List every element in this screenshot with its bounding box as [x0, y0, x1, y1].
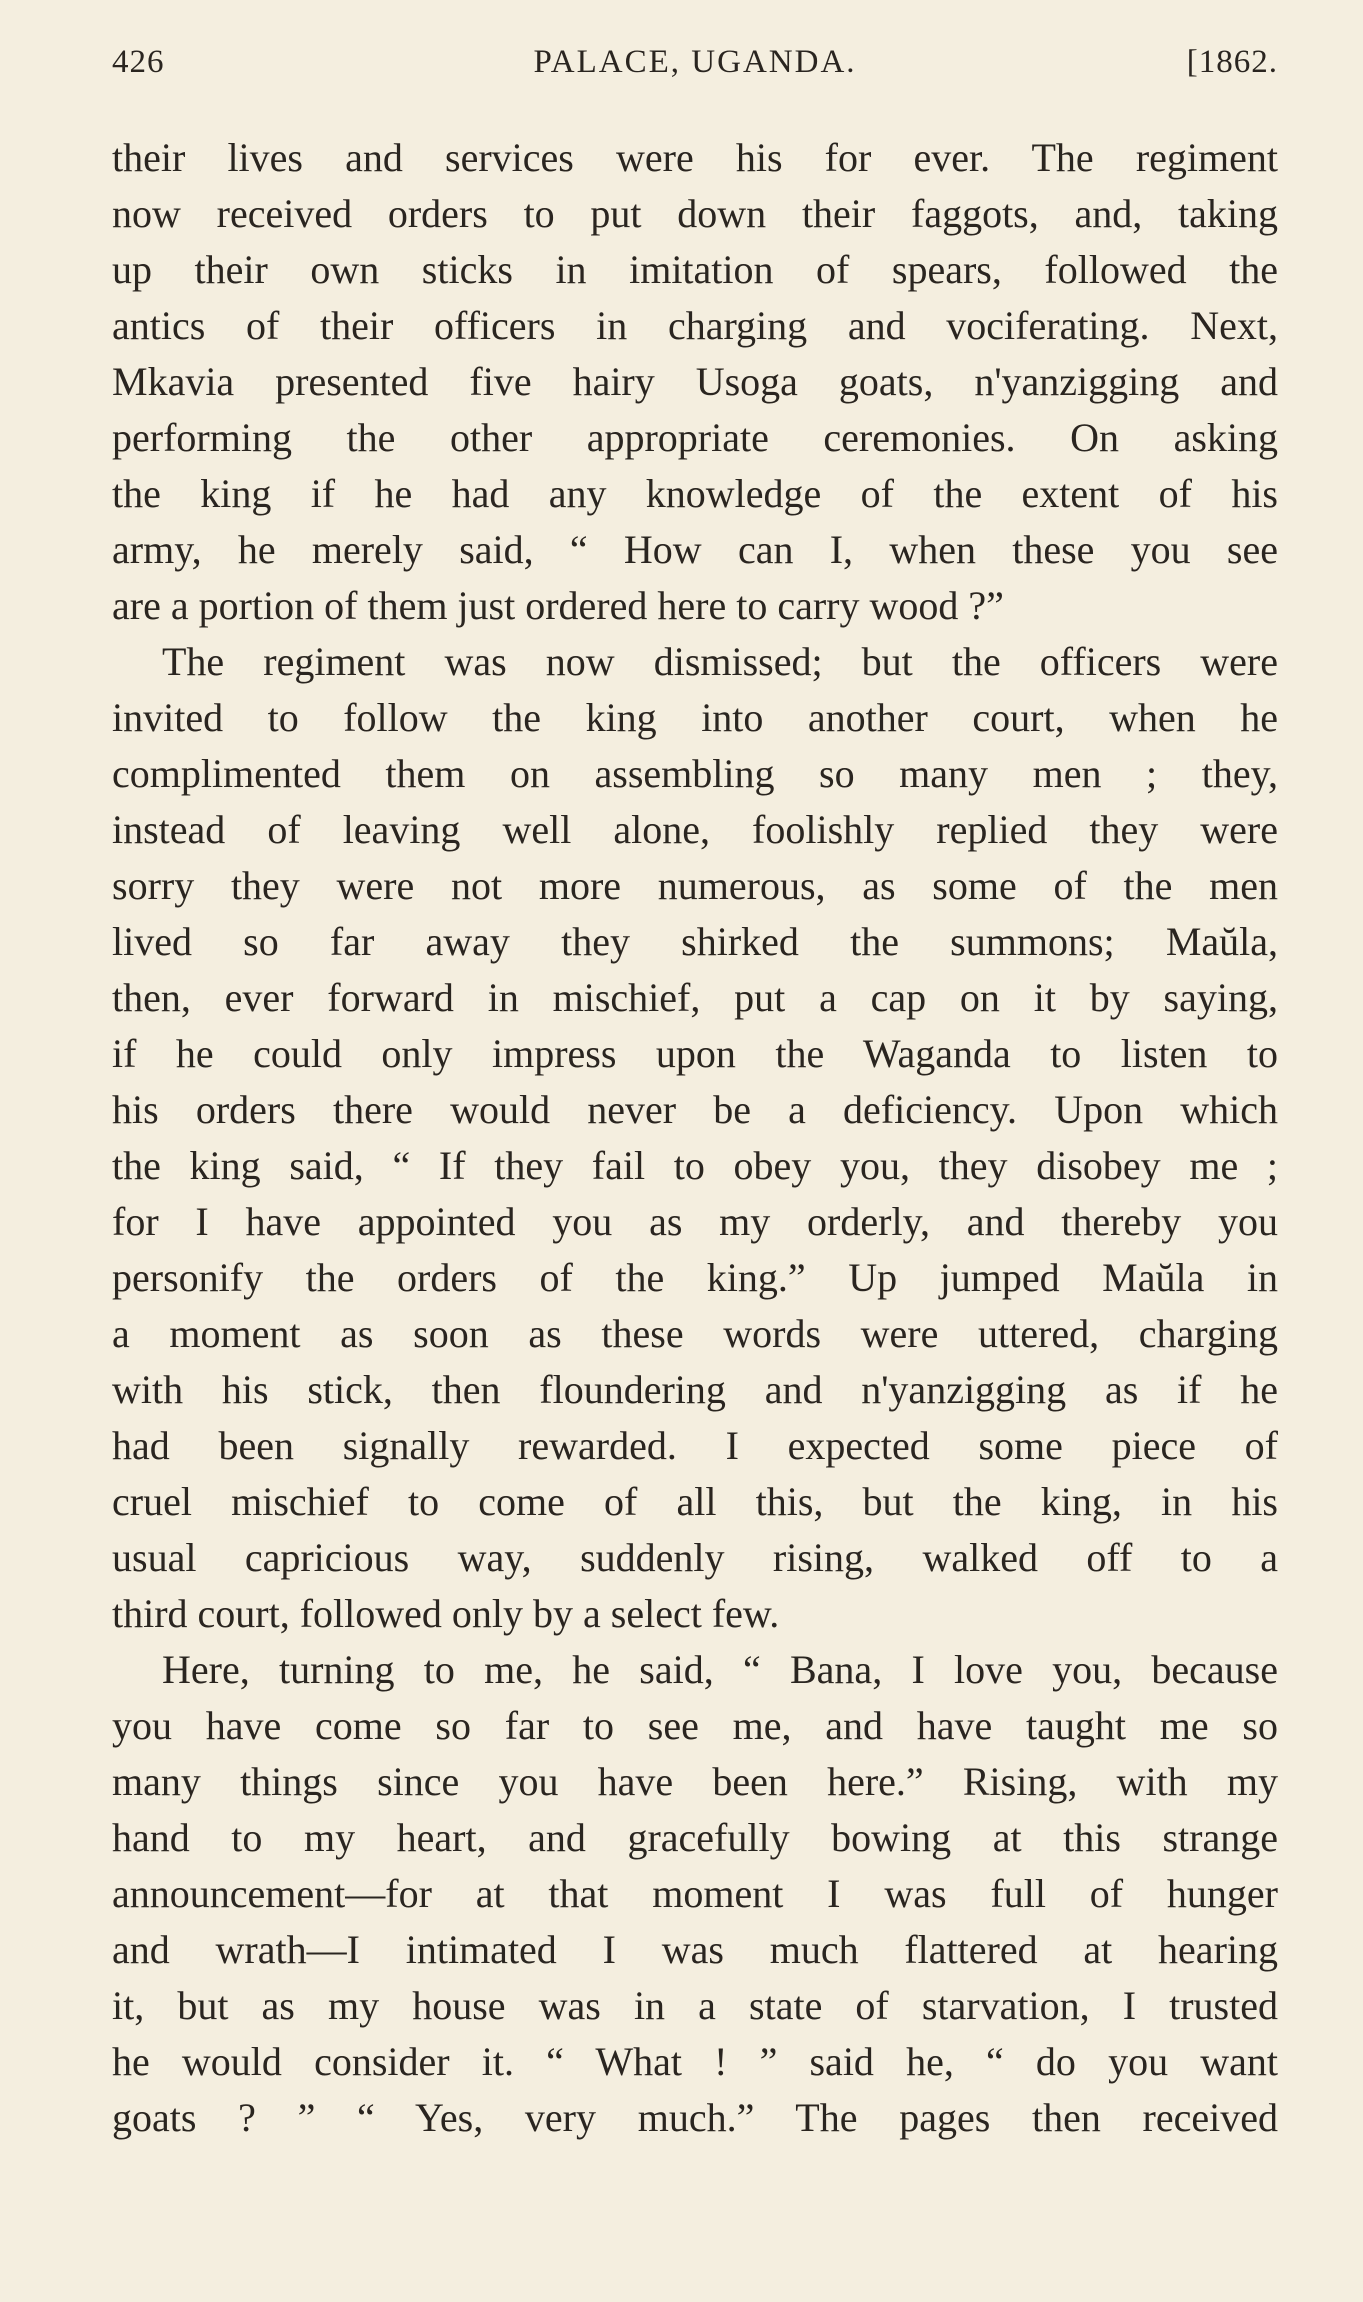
running-title: PALACE, UGANDA. [533, 44, 857, 80]
text-line: personify the orders of the king.” Up jumped Maŭla in [112, 1255, 1278, 1300]
text-line: sorry they were not more numerous, as some of the men [112, 863, 1278, 908]
text-line: the king said, “ If they fail to obey you, they disobey me ; [112, 1143, 1278, 1188]
text-line: hand to my heart, and gracefully bowing at this strange [112, 1815, 1278, 1860]
text-line: the king if he had any knowledge of the extent of his [112, 471, 1278, 516]
text-line: for I have appointed you as my orderly, and thereby you [112, 1199, 1278, 1244]
text-line: The regiment was now dismissed; but the officers were [162, 639, 1278, 684]
text-line: usual capricious way, suddenly rising, walked off to a [112, 1535, 1278, 1580]
text-line: army, he merely said, “ How can I, when these you see [112, 527, 1278, 572]
text-line: are a portion of them just ordered here to carry wood ?” [112, 583, 1004, 628]
text-line: up their own sticks in imitation of spears, followed the [112, 247, 1278, 292]
body-text [112, 130, 1278, 2146]
text-line: if he could only impress upon the Waganda to listen to [112, 1031, 1278, 1076]
text-line: it, but as my house was in a state of starvation, I trusted [112, 1983, 1278, 2028]
text-line: lived so far away they shirked the summons; Maŭla, [112, 919, 1278, 964]
text-line: his orders there would never be a deficiency. Upon which [112, 1087, 1278, 1132]
text-line: now received orders to put down their faggots, and, taking [112, 191, 1278, 236]
text-line: Here, turning to me, he said, “ Bana, I love you, because [162, 1647, 1278, 1692]
text-line: a moment as soon as these words were uttered, charging [112, 1311, 1278, 1356]
text-line: complimented them on assembling so many men ; they, [112, 751, 1278, 796]
text-line: goats ? ” “ Yes, very much.” The pages then received [112, 2095, 1278, 2140]
text-line: performing the other appropriate ceremonies. On asking [112, 415, 1278, 460]
running-header [112, 44, 1278, 94]
text-line: antics of their officers in charging and vociferating. Next, [112, 303, 1278, 348]
text-line: invited to follow the king into another court, when he [112, 695, 1278, 740]
text-line: their lives and services were his for ever. The regiment [112, 135, 1278, 180]
year-marker: [1862. [1186, 44, 1278, 80]
text-line: with his stick, then floundering and n'yanzigging as if he [112, 1367, 1278, 1412]
text-line: and wrath—I intimated I was much flattered at hearing [112, 1927, 1278, 1972]
text-line: announcement—for at that moment I was full of hunger [112, 1871, 1278, 1916]
text-line: then, ever forward in mischief, put a cap on it by saying, [112, 975, 1278, 1020]
text-line: cruel mischief to come of all this, but the king, in his [112, 1479, 1278, 1524]
text-line: he would consider it. “ What ! ” said he, “ do you want [112, 2039, 1278, 2084]
text-line: you have come so far to see me, and have taught me so [112, 1703, 1278, 1748]
text-line: third court, followed only by a select few. [112, 1591, 780, 1636]
text-line: many things since you have been here.” Rising, with my [112, 1759, 1278, 1804]
text-line: had been signally rewarded. I expected some piece of [112, 1423, 1278, 1468]
text-line: Mkavia presented five hairy Usoga goats, n'yanzigging and [112, 359, 1278, 404]
page-number: 426 [112, 44, 165, 80]
text-line: instead of leaving well alone, foolishly replied they were [112, 807, 1278, 852]
